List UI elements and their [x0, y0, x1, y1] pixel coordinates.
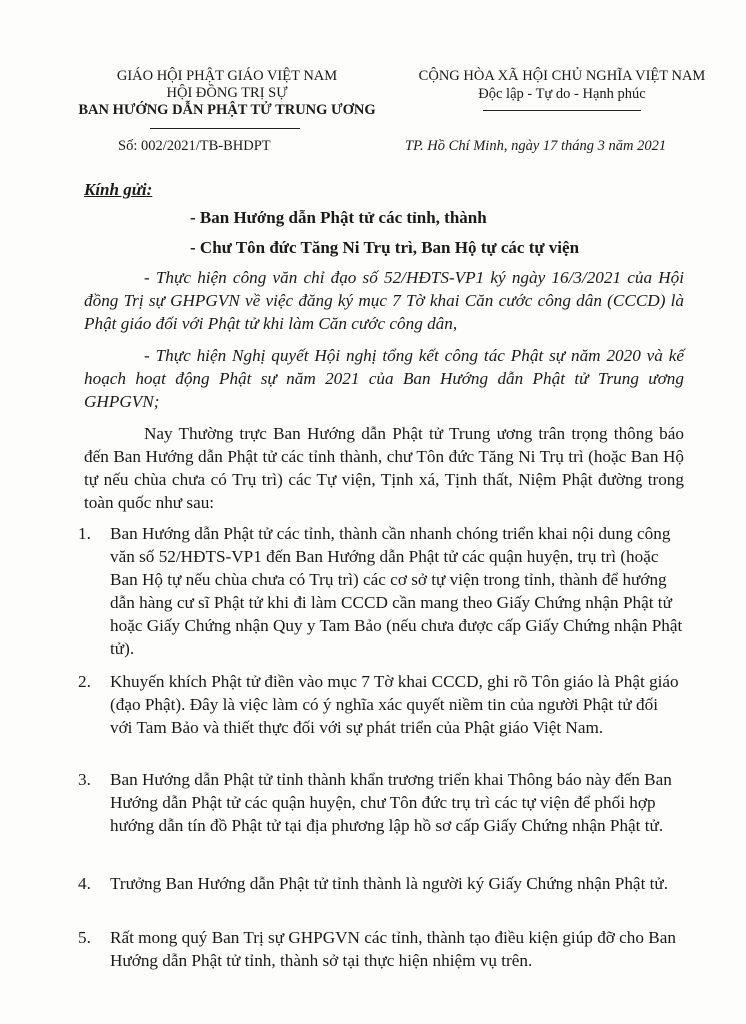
recipient-2: - Chư Tôn đức Tăng Ni Trụ trì, Ban Hộ tự các tự viện — [190, 238, 580, 257]
list-item-1 — [78, 522, 684, 660]
org-name-line2: HỘI ĐỒNG TRỊ SỰ — [166, 85, 288, 101]
list-item-number: 2. — [78, 672, 91, 691]
list-item-number: 5. — [78, 928, 91, 947]
document-number: Số: 002/2021/TB-BHDPT — [118, 138, 271, 154]
list-item-5 — [78, 926, 684, 972]
list-item-3 — [78, 768, 684, 837]
salutation: Kính gửi: — [84, 180, 153, 199]
basis-paragraph-1: - Thực hiện công văn chỉ đạo số 52/HĐTS-VP1 ký ngày 16/3/2021 của Hội đồng Trị sự GHPGVN về việc đăng ký mục 7 Tờ khai Căn cước công dân (CCCD) là Phật giáo đối với Phật tử khi làm Căn cước công dân, — [84, 268, 684, 333]
basis-paragraph-2: - Thực hiện Nghị quyết Hội nghị tổng kết công tác Phật sự năm 2020 và kế hoạch hoạt động Phật sự năm 2021 của Ban Hướng dẫn Phật tử Trung ương GHPGVN; — [84, 346, 684, 411]
list-item-text: Ban Hướng dẫn Phật tử các tỉnh, thành cần nhanh chóng triển khai nội dung công văn số 52/HĐTS-VP1 đến Ban Hướng dẫn Phật tử các quận huyện, trụ trì (hoặc Ban Hộ tự nếu chùa chưa có Trụ trì) các cơ sở tự viện trong tỉnh, thành để hướng dẫn hàng cư sĩ Phật tử khi đi làm CCCD cần mang theo Giấy Chứng nhận Phật tử hoặc Giấy Chứng nhận Quy y Tam Bảo (nếu chưa được cấp Giấy Chứng nhận Phật tử). — [110, 524, 683, 658]
intro-paragraph: Nay Thường trực Ban Hướng dẫn Phật tử Trung ương trân trọng thông báo đến Ban Hướng dẫn Phật tử các tỉnh thành, chư Tôn đức Tăng Ni Trụ trì (hoặc Ban Hộ tự nếu chùa chưa có Trụ trì) các Tự viện, Tịnh xá, Tịnh thất, Niệm Phật đường trong toàn quốc như sau: — [84, 424, 684, 512]
list-item-4 — [78, 872, 684, 895]
list-item-number: 1. — [78, 524, 91, 543]
right-header-underline — [483, 110, 641, 111]
list-item-number: 3. — [78, 770, 91, 789]
list-item-number: 4. — [78, 874, 91, 893]
recipient-1: - Ban Hướng dẫn Phật tử các tỉnh, thành — [190, 208, 487, 227]
org-name-line3: BAN HƯỚNG DẪN PHẬT TỬ TRUNG ƯƠNG — [78, 102, 376, 118]
left-header-underline — [150, 128, 300, 129]
list-item-text: Trưởng Ban Hướng dẫn Phật tử tỉnh thành là người ký Giấy Chứng nhận Phật tử. — [110, 874, 669, 893]
list-item-text: Rất mong quý Ban Trị sự GHPGVN các tỉnh, thành tạo điều kiện giúp đỡ cho Ban Hướng dẫn Phật tử tỉnh, thành sở tại thực hiện nhiệm vụ trên. — [110, 928, 676, 970]
nation-name: CỘNG HÒA XÃ HỘI CHỦ NGHĨA VIỆT NAM — [418, 68, 706, 84]
place-and-date: TP. Hồ Chí Minh, ngày 17 tháng 3 năm 2021 — [405, 138, 667, 154]
list-item-text: Khuyến khích Phật tử điền vào mục 7 Tờ khai CCCD, ghi rõ Tôn giáo là Phật giáo (đạo Phật). Đây là việc làm có ý nghĩa xác quyết niềm tin của người Phật tử đối với Tam Bảo và thiết thực đối với sự phát triển của Phật giáo Việt Nam. — [110, 672, 679, 737]
list-item-2 — [78, 670, 684, 739]
org-name-line1: GIÁO HỘI PHẬT GIÁO VIỆT NAM — [116, 68, 338, 84]
nation-motto: Độc lập - Tự do - Hạnh phúc — [478, 86, 646, 102]
list-item-text: Ban Hướng dẫn Phật tử tỉnh thành khẩn trương triển khai Thông báo này đến Ban Hướng dẫn Phật tử các quận huyện, chư Tôn đức trụ trì các tự viện để phối hợp hướng dẫn tín đồ Phật tử tại địa phương lập hồ sơ cấp Giấy Chứng nhận Phật tử. — [110, 770, 672, 835]
